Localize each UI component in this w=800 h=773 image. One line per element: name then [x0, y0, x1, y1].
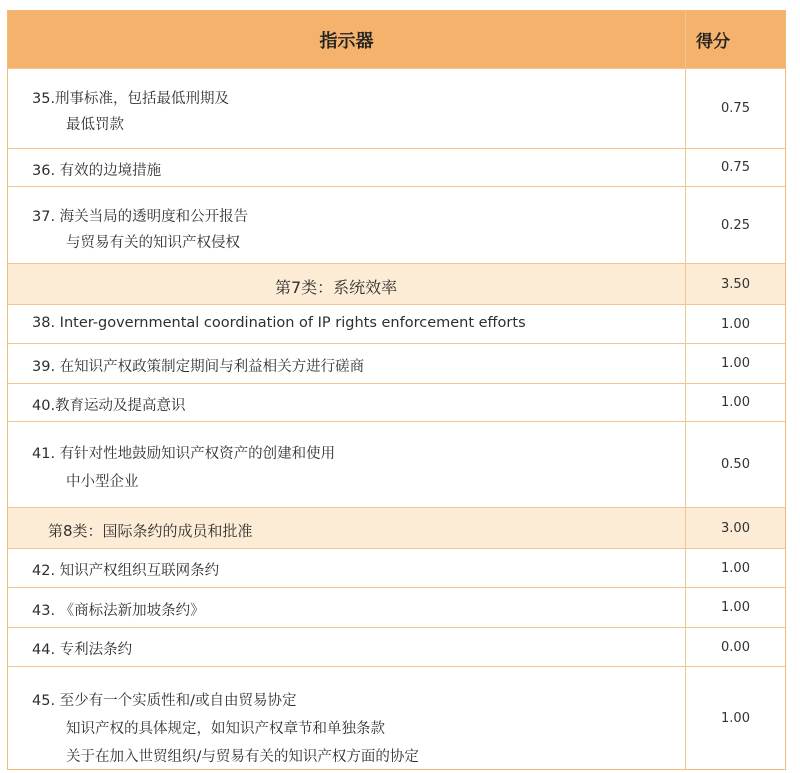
row-label-cont: 知识产权的具体规定，如知识产权章节和单独条款 — [66, 721, 385, 737]
table-row — [8, 666, 785, 769]
row-score: 0.75 — [721, 160, 750, 175]
row-label: 43. 《商标法新加坡条约》 — [32, 603, 205, 619]
row-label: 41. 有针对性地鼓励知识产权资产的创建和使用 — [32, 446, 336, 462]
table-row — [8, 148, 785, 186]
row-label: 37. 海关当局的透明度和公开报告 — [32, 209, 249, 225]
table-row — [8, 383, 785, 421]
row-score: 1.00 — [721, 356, 750, 371]
category-label: 第7类：系统效率 — [275, 278, 398, 297]
row-score: 0.75 — [721, 101, 750, 116]
row-score: 0.25 — [721, 217, 750, 233]
table-header — [8, 11, 785, 68]
row-score: 1.00 — [721, 316, 750, 332]
row-score: 1.00 — [721, 395, 750, 410]
indicator-score-table — [7, 10, 786, 770]
row-label-cont: 关于在加入世贸组织/与贸易有关的知识产权方面的协定 — [66, 749, 419, 765]
row-score: 0.50 — [721, 457, 750, 472]
row-label: 45. 至少有一个实质性和/或自由贸易协定 — [32, 693, 297, 709]
row-score: 0.00 — [721, 639, 750, 655]
row-label: 36. 有效的边境措施 — [32, 163, 162, 179]
row-label-cont: 最低罚款 — [66, 117, 124, 133]
row-label-cont: 与贸易有关的知识产权侵权 — [66, 235, 240, 251]
category-score: 3.00 — [721, 520, 750, 536]
table-row — [8, 68, 785, 148]
table-row — [8, 304, 785, 343]
header-score: 得分 — [696, 32, 730, 52]
row-score: 1.00 — [721, 710, 750, 726]
table-row — [8, 548, 785, 587]
row-label: 42. 知识产权组织互联网条约 — [32, 563, 220, 579]
row-score: 1.00 — [721, 600, 750, 615]
row-label: 39. 在知识产权政策制定期间与利益相关方进行磋商 — [32, 359, 365, 375]
row-label: 44. 专利法条约 — [32, 642, 133, 658]
row-label: 38. Inter-governmental coordination of IP rights enforcement efforts — [32, 315, 526, 331]
category-row — [8, 507, 785, 548]
table-row — [8, 186, 785, 263]
category-score: 3.50 — [721, 276, 750, 292]
row-label: 35.刑事标准，包括最低刑期及 — [32, 91, 230, 107]
row-label: 40.教育运动及提高意识 — [32, 398, 186, 414]
table-row — [8, 587, 785, 627]
row-label-cont: 中小型企业 — [66, 474, 139, 490]
category-label: 第8类：国际条约的成员和批准 — [48, 522, 253, 540]
row-score: 1.00 — [721, 560, 750, 576]
table-row — [8, 627, 785, 666]
header-indicator: 指示器 — [8, 11, 686, 68]
category-row — [8, 263, 785, 304]
table-row — [8, 343, 785, 383]
table-row — [8, 421, 785, 507]
